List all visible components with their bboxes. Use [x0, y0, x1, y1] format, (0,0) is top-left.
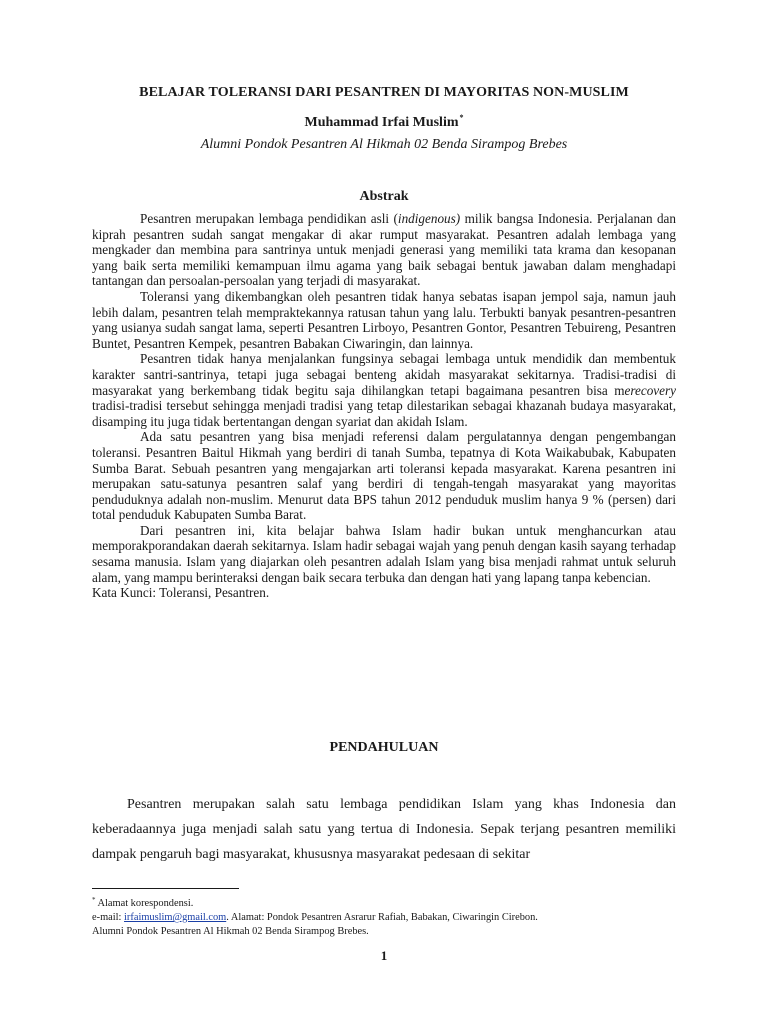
- abstract-p1-text-b: milik bangsa Indonesia. Perjalanan dan kiprah pesantren sudah sangat mengakar di akar rumput masyarakat. Pesantren adalah lembaga yang mengkader dan membina para santrinya untuk menjadi generasi yang memiliki tata krama dan kesopanan yang baik serta memiliki kemampuan ilmu agama yang baik sebagai bentuk jawaban dalam menghadapi tantangan dan persoalan-persoalan yang terjadi di masyarakat.: [92, 211, 676, 289]
- footnote-address: . Alamat: Pondok Pesantren Asrarur Rafiah, Babakan, Ciwaringin Cirebon.: [226, 912, 538, 923]
- footnote: [92, 893, 676, 939]
- footnote-divider: [92, 888, 239, 889]
- footnote-line-1: [92, 893, 676, 911]
- footnote-line-3: Alumni Pondok Pesantren Al Hikmah 02 Benda Sirampog Brebes.: [92, 926, 369, 937]
- abstract-paragraph-1: [92, 211, 676, 289]
- author-footnote-mark[interactable]: *: [459, 113, 464, 122]
- paper-title: BELAJAR TOLERANSI DARI PESANTREN DI MAYORITAS NON-MUSLIM: [139, 85, 629, 100]
- keywords: Kata Kunci: Toleransi, Pesantren.: [92, 585, 270, 601]
- abstract-p3-text-a: Pesantren tidak hanya menjalankan fungsinya sebagai lembaga untuk mendidik dan membentuk karakter santri-santrinya, tetapi juga sebagai benteng akidah masyarakat sekitarnya. Tradisi-tradisi di masyarakat yang berkembang tidak begitu saja dihilangkan tetapi bagaimana pesantren bisa m: [92, 351, 676, 398]
- email-link[interactable]: irfaimuslim@gmail.com: [124, 912, 227, 923]
- abstract-heading: Abstrak: [359, 189, 409, 204]
- abstract-p1-italic: indigenous): [397, 211, 461, 226]
- author-affiliation: Alumni Pondok Pesantren Al Hikmah 02 Benda Sirampog Brebes: [200, 137, 568, 152]
- abstract-paragraph-2: Toleransi yang dikembangkan oleh pesantren tidak hanya sebatas isapan jempol saja, namun jauh lebih dalam, pesantren telah mempraktekannya ratusan tahun yang lalu. Terbukti banyak pesantren-pesantren yang usianya sudah sangat lama, seperti Pesantren Lirboyo, Pesantren Gontor, Pesantren Tebuireng, Pesantren Buntet, Pesantren Kempek, pesantren Babakan Ciwaringin, dan lainnya.: [92, 288, 676, 351]
- abstract-p3-italic: erecovery: [624, 382, 676, 398]
- footnote-text-1: Alamat korespondensi.: [97, 898, 194, 909]
- abstract-p1-text-a: Pesantren merupakan lembaga pendidikan asli (: [140, 211, 398, 226]
- section-heading: PENDAHULUAN: [329, 740, 439, 755]
- author-name: Muhammad Irfai Muslim: [304, 115, 459, 130]
- abstract-body: [92, 211, 676, 601]
- abstract-p3-text-b: tradisi-tradisi tersebut sehingga menjadi tradisi yang tetap dilestarikan sebagai khazanah budaya masyarakat, disamping itu juga tidak bertentangan dengan syariat dan akidah Islam.: [92, 398, 676, 429]
- footnote-email-label: e-mail:: [92, 912, 125, 923]
- footnote-line-2: [92, 911, 676, 925]
- abstract-paragraph-5: Dari pesantren ini, kita belajar bahwa Islam hadir bukan untuk menghancurkan atau memporakporandakan daerah sekitarnya. Islam hadir sebagai wajah yang penuh dengan kasih sayang terhadap sesama manusia. Islam yang diajarkan oleh pesantren adalah Islam yang bisa menjadi rahmat untuk seluruh alam, yang mampu berinteraksi dengan baik secara terbuka dan dengan hati yang lapang tanpa kebencian.: [92, 522, 676, 585]
- section-body: [92, 792, 676, 867]
- footnote-mark: *: [92, 896, 96, 904]
- body-paragraph-1: Pesantren merupakan salah satu lembaga pendidikan Islam yang khas Indonesia dan keberadaannya juga menjadi salah satu yang tertua di Indonesia. Sepak terjang pesantren memiliki dampak pengaruh bagi masyarakat, khususnya masyarakat pedesaan di sekitar: [92, 797, 676, 862]
- author-line: [92, 113, 676, 131]
- page-number: 1: [380, 948, 388, 963]
- abstract-paragraph-3: [92, 351, 676, 429]
- abstract-paragraph-4: Ada satu pesantren yang bisa menjadi referensi dalam pergulatannya dengan pengembangan toleransi. Pesantren Baitul Hikmah yang berdiri di tanah Sumba, tepatnya di Kota Waikabubak, Kabupaten Sumba Barat. Sebuah pesantren yang mengajarkan arti toleransi kepada masyarakat. Karena pesantren ini merupakan satu-satunya pesantren salaf yang berdiri di tengah-tengah masyarakat yang mayoritas penduduknya adalah non-muslim. Menurut data BPS tahun 2012 penduduk muslim hanya 9 % (persen) dari total penduduk Kabupaten Sumba Barat.: [92, 429, 676, 523]
